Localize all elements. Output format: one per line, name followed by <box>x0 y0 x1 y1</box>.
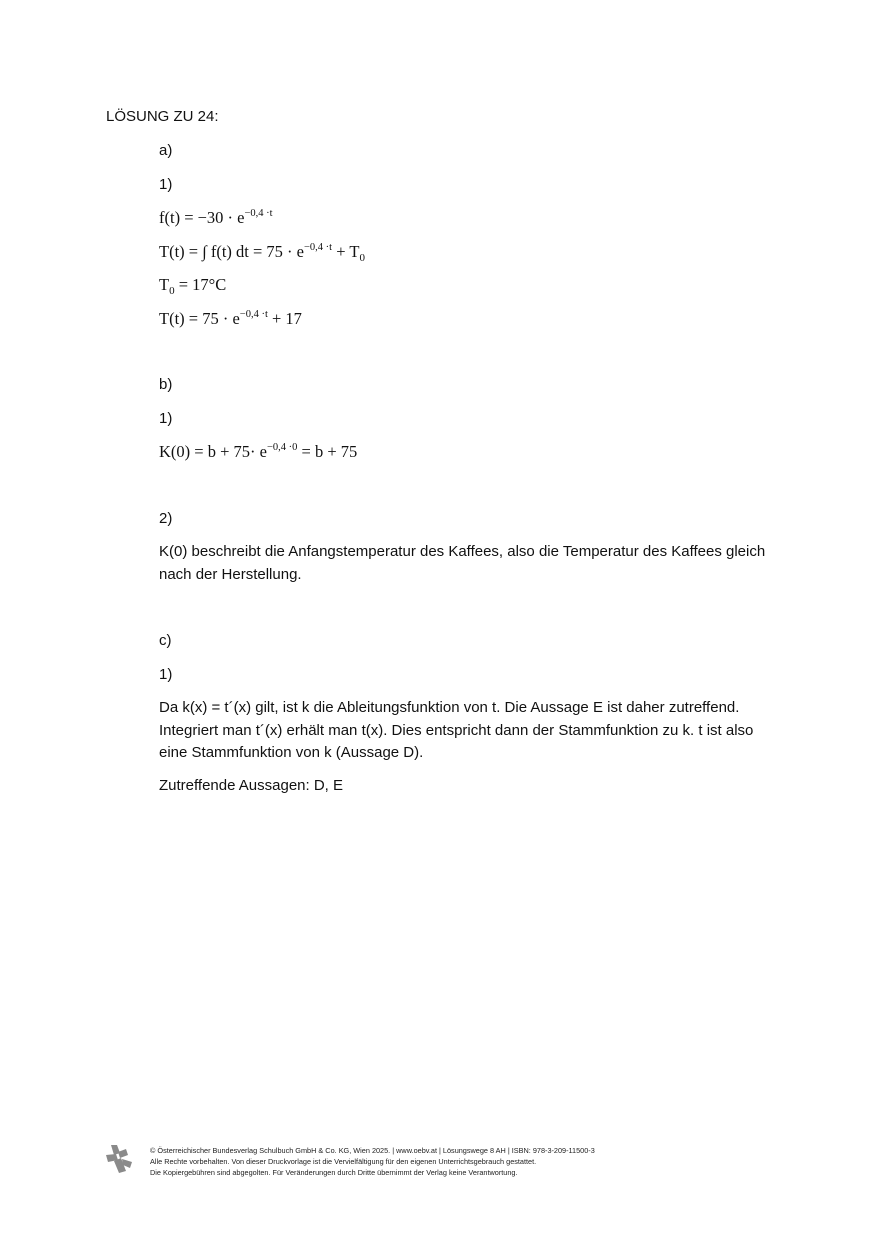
part-c-explanation: Da k(x) = t´(x) gilt, ist k die Ableitungsfunktion von t. Die Aussage E ist daher zutreffend. Integriert man t´(x) erhält man t(x). Dies entspricht dann der Stammfunktion zu k. t ist also eine Stammfunktion von k (Aussage D). <box>159 699 754 761</box>
solution-heading: LÖSUNG ZU 24: <box>106 108 219 125</box>
equation-T-final: $T(t) = 75 \cdot e^{-0,4 \cdot t} + 17$ <box>159 309 302 328</box>
part-a-label: a) <box>159 142 173 159</box>
equation-T0: $T_0 = 17^\circ C$ <box>159 275 227 297</box>
equation-T-integral: T(t) = ∫ f(t) dt = $75 \cdot e^{-0,4 \cdot t} + T_0$ <box>159 242 365 264</box>
part-c-label: c) <box>159 632 172 649</box>
footer-copyright: © Österreichischer Bundesverlag Schulbuch GmbH & Co. KG, Wien 2025. | www.oebv.at | Lösungswege 8 AH | ISBN: 978-3-209-11500-3 <box>150 1146 595 1155</box>
equation-f-of-t: $f(t) = -30 \cdot e^{-0,4 \cdot t}$ <box>159 208 273 227</box>
part-b-label: b) <box>159 376 173 393</box>
part-b-sub2-label: 2) <box>159 510 173 527</box>
part-b-explanation: K(0) beschreibt die Anfangstemperatur des Kaffees, also die Temperatur des Kaffees gleich nach der Herstellung. <box>159 543 766 583</box>
part-b-sub1-label: 1) <box>159 410 173 427</box>
equation-K0: $K(0) = b + 75\cdot e^{-0,4 \cdot 0} = b + 75$ <box>159 442 358 461</box>
part-c-answer: Zutreffende Aussagen: D, E <box>159 777 344 794</box>
part-a-sub1-label: 1) <box>159 176 173 193</box>
part-c-sub1-label: 1) <box>159 666 173 683</box>
footer-disclaimer: Die Kopiergebühren sind abgegolten. Für Veränderungen durch Dritte übernimmt der Verlag keine Verantwortung. <box>150 1168 518 1177</box>
publisher-logo-icon <box>104 1143 136 1175</box>
footer-rights: Alle Rechte vorbehalten. Von dieser Druckvorlage ist die Vervielfältigung für den eigenen Unterrichtsgebrauch gestattet. <box>150 1157 537 1166</box>
